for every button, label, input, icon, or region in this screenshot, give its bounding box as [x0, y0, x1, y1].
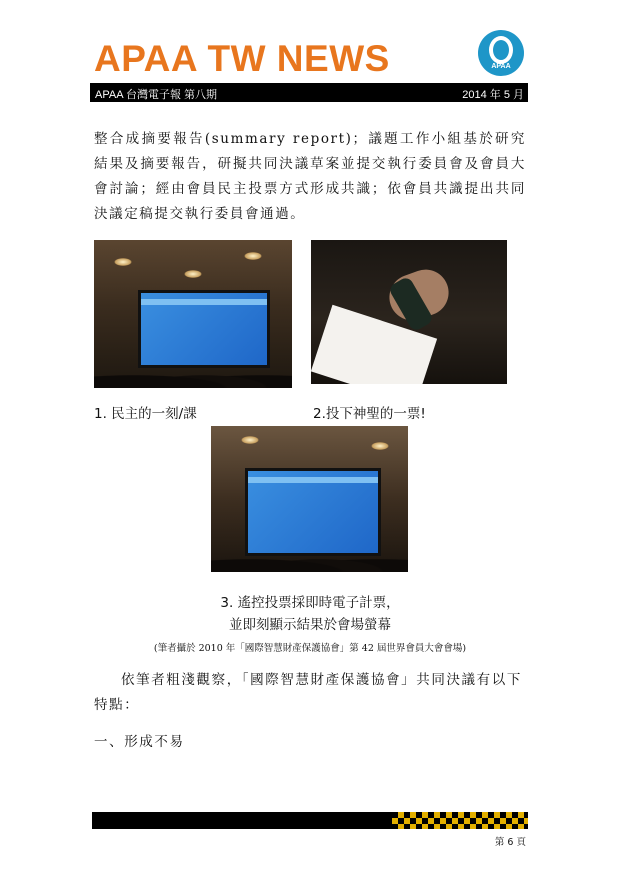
photo-voting-screen: [94, 240, 292, 388]
body-paragraph-2: 依筆者粗淺觀察，「國際智慧財產保護協會」共同決議有以下特點：: [94, 672, 522, 713]
logo-text: APAA: [491, 63, 511, 70]
footer-checker-pattern: [392, 812, 528, 829]
photo-credit: (筆者攝於 2010 年「國際智慧財產保護協會」第 42 屆世界會員大會會場): [153, 643, 467, 654]
caption-photo-2: 2.投下神聖的一票!: [313, 406, 426, 422]
section-heading: 一、形成不易: [94, 734, 185, 750]
page-number: 第 6 頁: [494, 837, 526, 848]
caption-3-line-2: 並即刻顯示結果於會場螢幕: [229, 617, 391, 633]
photo-remote-voting: [311, 240, 507, 384]
caption-photo-3: [150, 592, 470, 636]
caption-photo-1: 1. 民主的一刻/課: [94, 406, 197, 422]
issue-label: APAA 台灣電子報 第八期: [95, 89, 218, 101]
apaa-logo: [478, 30, 524, 76]
footer-bar: [92, 812, 392, 829]
caption-3-line-1: 3. 遙控投票採即時電子計票，: [220, 595, 400, 611]
issue-date: 2014 年 5 月: [462, 89, 524, 101]
body-paragraph-1: 整合成摘要報告(summary report)；議題工作小組基於研究結果及摘要報告，研擬共同決議草案並提交執行委員會及會員大會討論；經由會員民主投票方式形成共識；依會員共識提出共同決議定稿提交執行委員會通過。: [94, 131, 526, 222]
photo-results-screen: [211, 426, 408, 572]
newsletter-title: APAA TW NEWS: [94, 38, 390, 79]
logo-ring-icon: [489, 36, 513, 64]
